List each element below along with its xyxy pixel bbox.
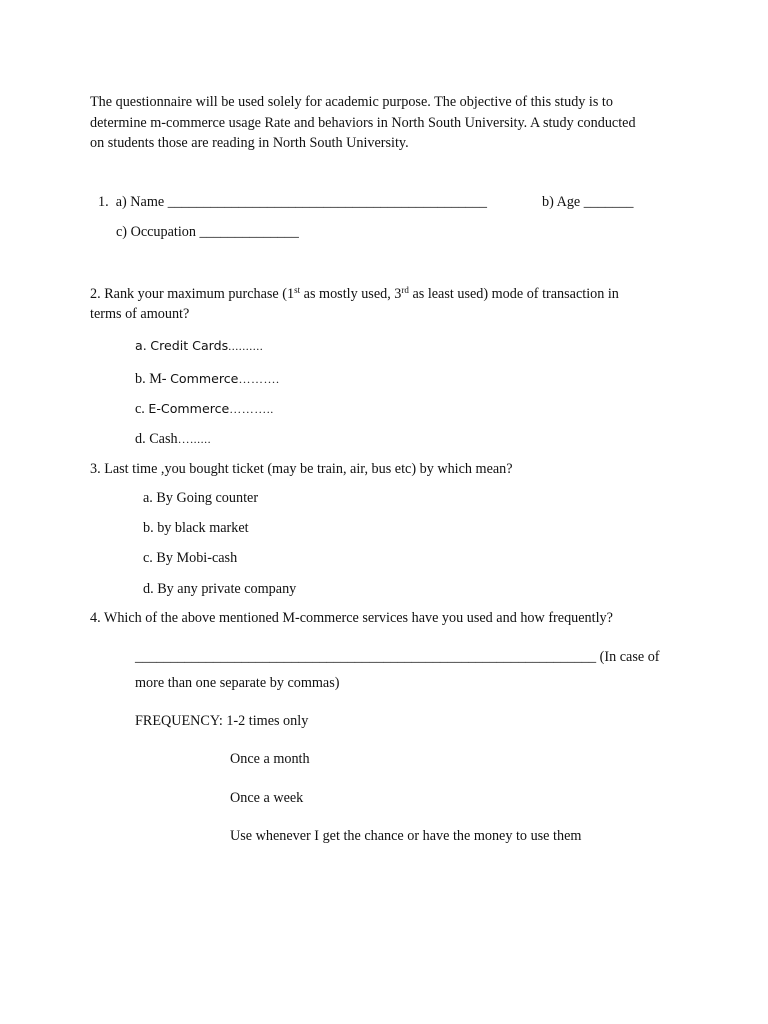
- occupation-row: [116, 225, 299, 239]
- intro-line-2: determine m-commerce usage Rate and behaviors in North South University. A study conducted: [90, 114, 636, 131]
- q2-option-cash[interactable]: d. Cash…......: [135, 431, 212, 447]
- question-1-number: 1.: [98, 194, 109, 210]
- services-note: (In case of: [596, 649, 660, 665]
- q2-option-e-commerce[interactable]: c. E-Commerce………..: [135, 401, 274, 417]
- question-3-text: 3. Last time ,you bought ticket (may be train, air, bus etc) by which mean?: [90, 461, 513, 477]
- age-field[interactable]: _______: [583, 194, 634, 210]
- q2-option-m-commerce[interactable]: b. M- Commerce……….: [135, 371, 280, 387]
- frequency-once-a-week[interactable]: Once a week: [230, 790, 304, 806]
- occupation-field[interactable]: ______________: [199, 224, 299, 240]
- frequency-once-a-month[interactable]: Once a month: [230, 751, 310, 767]
- q2-option-credit-cards[interactable]: a. Credit Cards..........: [135, 338, 264, 353]
- question-1-name-row: [98, 195, 487, 209]
- name-field[interactable]: _____________________________________________: [167, 194, 487, 210]
- occupation-label: c) Occupation: [116, 224, 196, 240]
- frequency-whenever[interactable]: Use whenever I get the chance or have the money to use them: [230, 828, 582, 844]
- q4-note-line-2: more than one separate by commas): [135, 675, 340, 691]
- q3-option-c[interactable]: c. By Mobi-cash: [143, 550, 238, 566]
- q3-option-d[interactable]: d. By any private company: [143, 581, 297, 597]
- name-label: a) Name: [115, 194, 165, 210]
- services-field[interactable]: _________________________________________________________________: [135, 649, 597, 665]
- question-2-text: 2. Rank your maximum purchase (1st as mostly used, 3rd as least used) mode of transaction in: [90, 285, 619, 302]
- age-label: b) Age: [542, 194, 581, 210]
- age-row: [542, 195, 633, 209]
- intro-line-3: on students those are reading in North South University.: [90, 135, 409, 151]
- q4-services-row: [135, 650, 660, 664]
- q3-option-a[interactable]: a. By Going counter: [143, 490, 259, 506]
- frequency-label[interactable]: FREQUENCY: 1-2 times only: [135, 713, 309, 729]
- intro-line-1: The questionnaire will be used solely for academic purpose. The objective of this study is to: [90, 94, 613, 110]
- question-4-text: 4. Which of the above mentioned M-commerce services have you used and how frequently?: [90, 610, 613, 626]
- q3-option-b[interactable]: b. by black market: [143, 520, 249, 536]
- question-2-text-line-2: terms of amount?: [90, 306, 190, 322]
- intro-paragraph: [90, 92, 690, 154]
